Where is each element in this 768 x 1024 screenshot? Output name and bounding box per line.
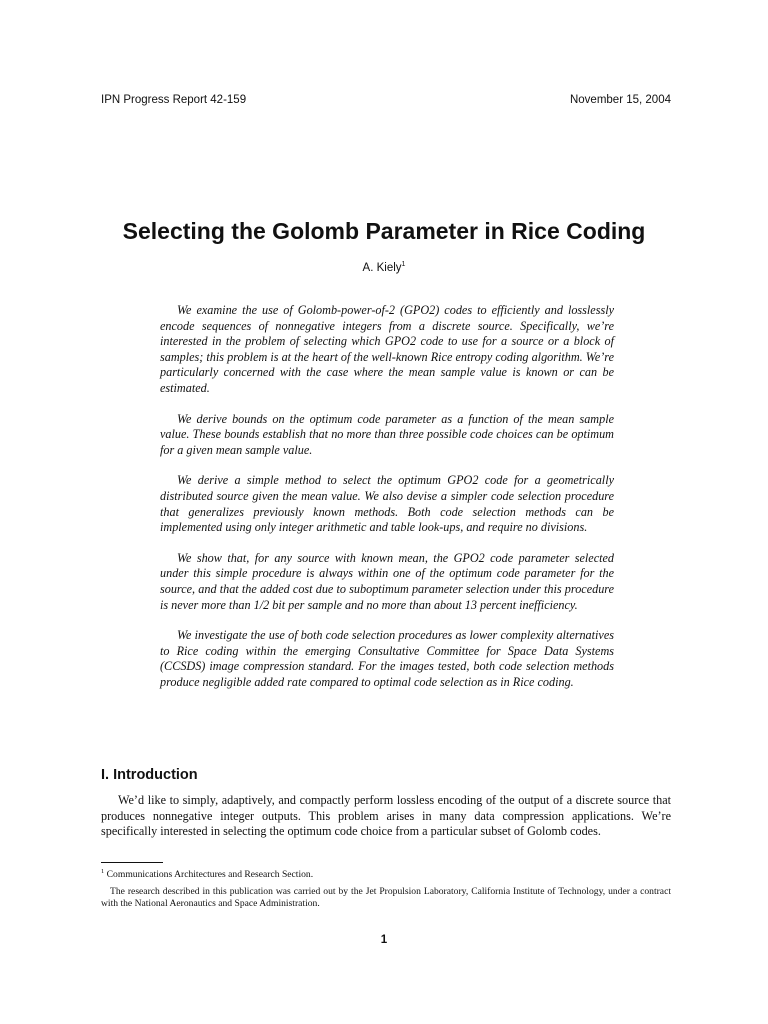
section-heading-introduction: I. Introduction (101, 767, 198, 783)
abstract-paragraph: We show that, for any source with known mean, the GPO2 code parameter selected under this simple procedure is always within one of the optimum code parameter for the source, and that the added cost due to suboptimum parameter selection under this procedure is never more than 1/2 bit per sample and no more than about 13 percent inefficiency. (160, 550, 614, 612)
abstract-paragraph: We investigate the use of both code selection procedures as lower complexity alternatives to Rice coding within the emerging Consultative Committee for Space Data Systems (CCSDS) image compression standard. For the images tested, both code selection methods produce negligible added rate compared to optimal code selection as in Rice coding. (160, 628, 614, 689)
abstract-paragraph: We examine the use of Golomb-power-of-2 (GPO2) codes to efficiently and losslessly encode sequences of nonnegative integers from a discrete source. Specifically, we’re interested in the problem of selecting which GPO2 code to use for a source or a block of samples; this problem is at the heart of the well-known Rice entropy coding algorithm. We’re particularly concerned with the case where the mean sample value is known or can be estimated. (160, 303, 614, 395)
author-footnote-mark: 1 (401, 261, 406, 269)
footnote-divider (101, 862, 163, 863)
report-date: November 15, 2004 (569, 94, 671, 106)
author-name: A. Kiely (362, 262, 402, 274)
acknowledgment-note: The research described in this publication was carried out by the Jet Propulsion Laboratory, California Institute of Technology, under a contract with the National Aeronautics and Space Administration. (101, 885, 671, 910)
author-line (0, 262, 768, 274)
footnotes (101, 869, 671, 911)
footnote-1 (101, 869, 671, 882)
report-id: IPN Progress Report 42-159 (101, 94, 247, 106)
abstract-paragraph: We derive bounds on the optimum code parameter as a function of the mean sample value. These bounds establish that no more than three possible code choices can be optimum for a given mean sample value. (160, 411, 614, 457)
introduction-paragraph: We’d like to simply, adaptively, and compactly perform lossless encoding of the output of a discrete source that produces nonnegative integer outputs. This problem arises in many data compression applications. We’re specifically interested in selecting the optimum code choice from a particular subset of Golomb codes. (101, 793, 671, 839)
abstract-paragraph: We derive a simple method to select the optimum GPO2 code for a geometrically distributed source given the mean value. We also devise a simpler code selection procedure that generalizes previously known methods. Both code selection methods can be implemented using only integer arithmetic and table look-ups, and require no divisions. (160, 473, 614, 535)
footnote-1-text: Communications Architectures and Research Section. (106, 869, 314, 880)
abstract (160, 303, 614, 705)
page-number: 1 (380, 934, 388, 946)
footnote-1-mark: 1 (101, 867, 105, 875)
paper-title: Selecting the Golomb Parameter in Rice Coding (122, 218, 646, 244)
